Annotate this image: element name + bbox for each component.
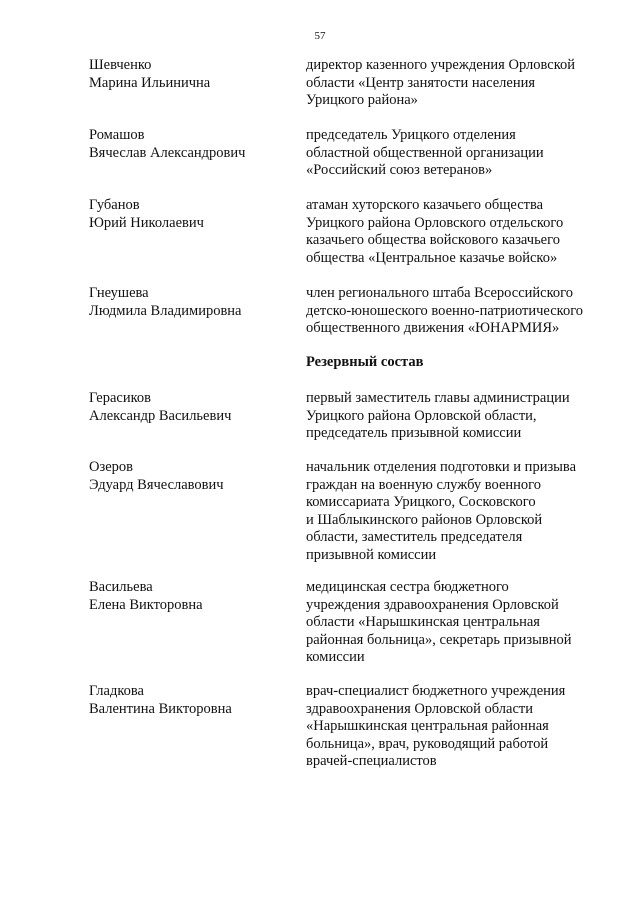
position-line: здравоохранения Орловской области [306,700,533,717]
member-surname: Васильева [89,579,153,595]
member-position [306,285,606,338]
position-line: Урицкого района Орловской области, [306,407,537,424]
member-surname: Озеров [89,459,133,475]
position-line: медицинская сестра бюджетного [306,579,509,595]
member-position [306,459,606,565]
position-line: области, заместитель председателя [306,529,523,546]
member-name [89,197,289,232]
position-line: председатель Урицкого отделения [306,127,516,143]
member-given-names: Валентина Викторовна [89,700,232,717]
position-line: Урицкого района Орловского отдельского [306,214,564,231]
position-line: «Российский союз ветеранов» [306,162,493,179]
position-line: и Шаблыкинского районов Орловской [306,511,543,528]
member-name [89,390,289,425]
position-line: директор казенного учреждения Орловской [306,57,576,73]
position-line: области «Нарышкинская центральная [306,614,540,631]
position-line: общества «Центральное казачье войско» [306,249,558,266]
member-name [89,127,289,162]
position-line: комиссии [306,649,365,666]
member-name [89,459,289,494]
position-line: районная больница», секретарь призывной [306,631,572,648]
member-given-names: Эдуард Вячеславович [89,476,224,493]
position-line: комиссариата Урицкого, Сосковского [306,494,536,511]
member-given-names: Елена Викторовна [89,596,203,613]
member-surname: Шевченко [89,57,152,73]
member-surname: Губанов [89,197,140,213]
member-given-names: Александр Васильевич [89,407,232,424]
member-name [89,579,289,614]
position-line: области «Центр занятости населения [306,74,536,91]
position-line: призывной комиссии [306,546,437,563]
position-line: «Нарышкинская центральная районная [306,718,549,735]
position-line: общественного движения «ЮНАРМИЯ» [306,320,560,337]
member-given-names: Вячеслав Александрович [89,144,246,161]
position-line: первый заместитель главы администрации [306,390,570,406]
position-line: врач-специалист бюджетного учреждения [306,683,566,699]
member-surname: Герасиков [89,390,152,406]
position-line: председатель призывной комиссии [306,425,522,442]
page-number: 57 [314,30,326,42]
member-position [306,579,606,667]
member-surname: Гнеушева [89,285,149,301]
member-given-names: Марина Ильинична [89,74,211,91]
position-line: врачей-специалистов [306,753,437,770]
position-line: учреждения здравоохранения Орловской [306,596,559,613]
position-line: начальник отделения подготовки и призыва [306,459,577,475]
member-position [306,197,606,267]
member-position [306,57,606,110]
member-position [306,127,606,180]
position-line: областной общественной организации [306,144,544,161]
member-name [89,57,289,92]
member-position [306,683,606,771]
reserve-heading: Резервный состав [306,354,424,370]
member-surname: Гладкова [89,683,144,699]
position-line: Урицкого района» [306,92,418,109]
member-surname: Ромашов [89,127,145,143]
position-line: детско-юношеского военно-патриотического [306,302,584,319]
position-line: казачьего общества войскового казачьего [306,232,560,249]
position-line: граждан на военную службу военного [306,476,541,493]
member-given-names: Юрий Николаевич [89,214,204,231]
position-line: больница», врач, руководящий работой [306,735,549,752]
member-position [306,390,606,443]
position-line: атаман хуторского казачьего общества [306,197,544,213]
position-line: член регионального штаба Всероссийского [306,285,573,301]
member-name [89,285,289,320]
member-name [89,683,289,718]
member-given-names: Людмила Владимировна [89,302,242,319]
